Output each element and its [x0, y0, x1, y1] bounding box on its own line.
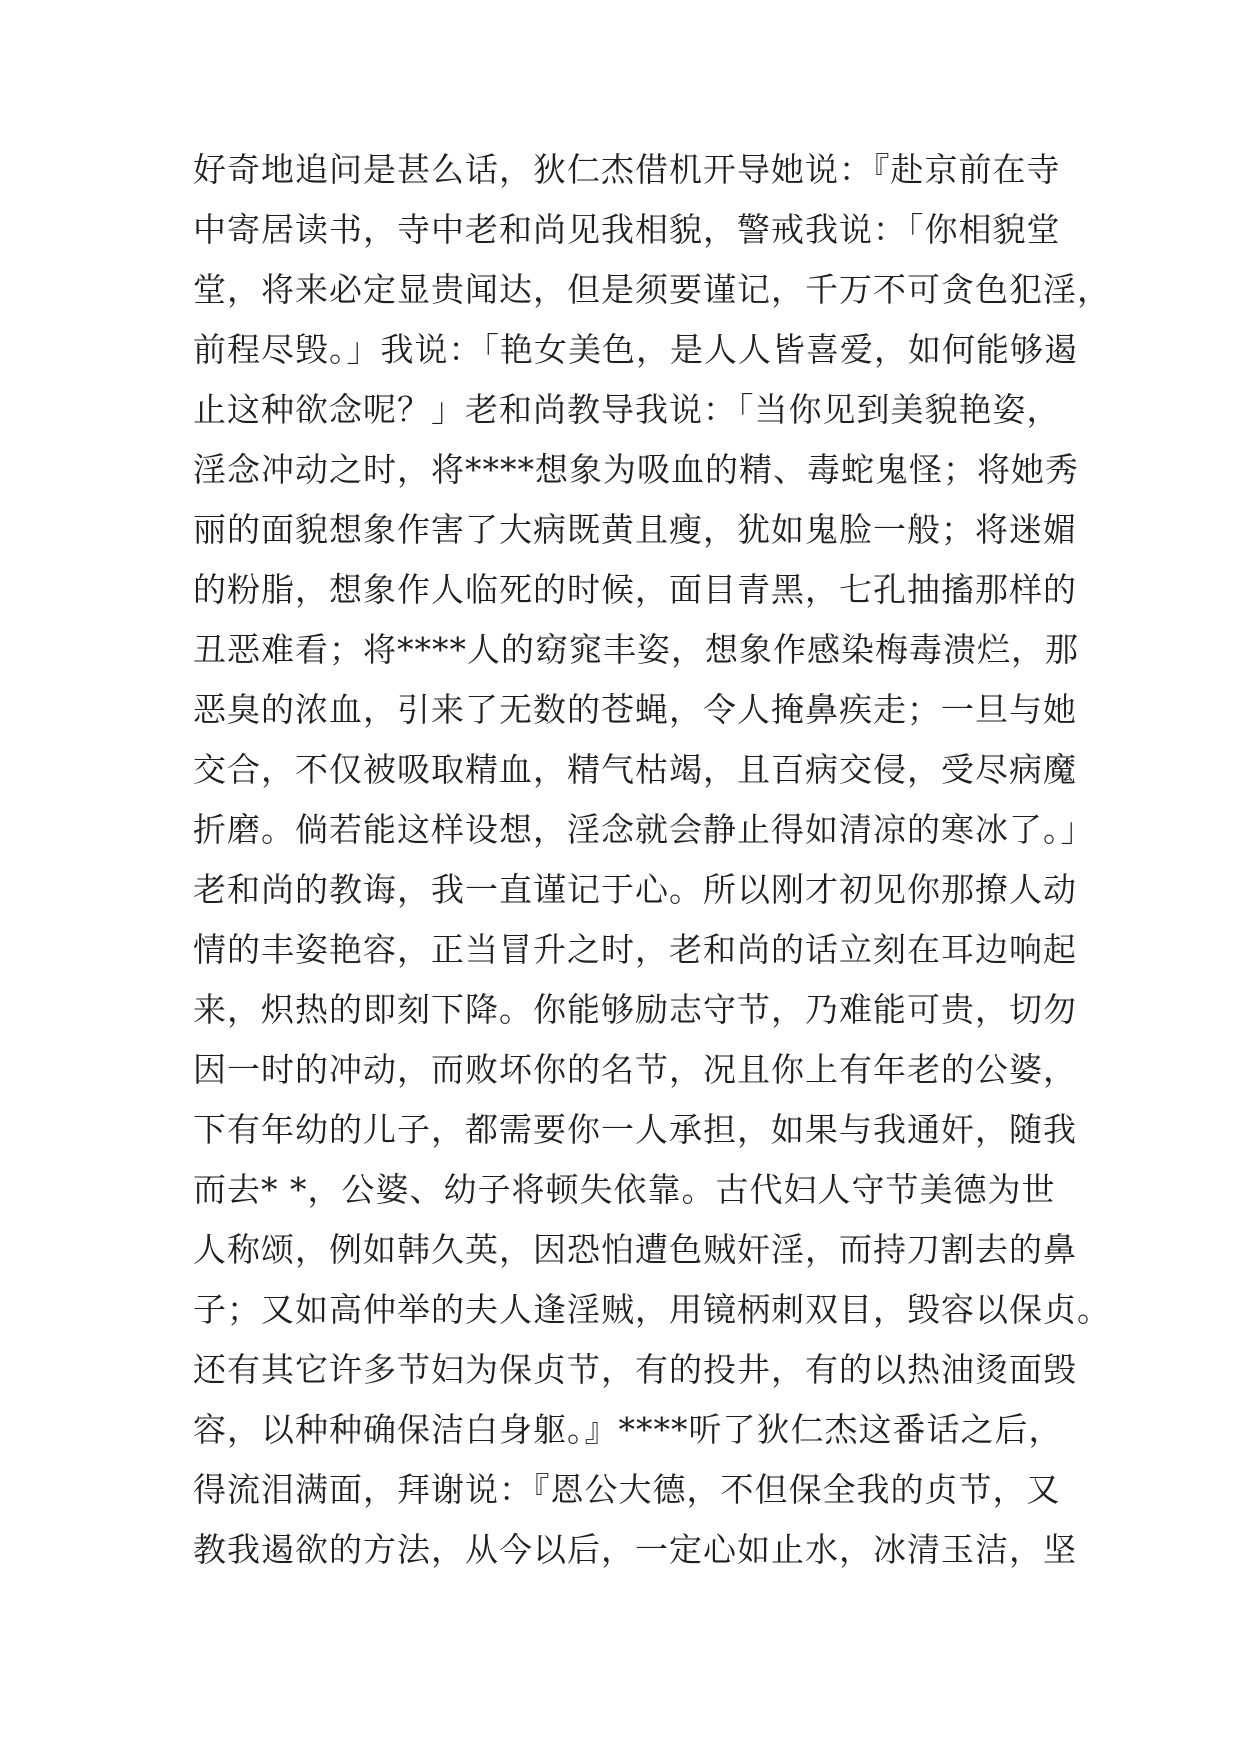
- text-line: 的粉脂，想象作人临死的时候，面目青黑，七孔抽搐那样的: [193, 570, 1077, 609]
- text-line: 人称颂，例如韩久英，因恐怕遭色贼奸淫，而持刀割去的鼻: [193, 1230, 1077, 1269]
- text-line: 淫念冲动之时，将****想象为吸血的精、毒蛇鬼怪；将她秀: [193, 450, 1079, 489]
- body-text: [193, 140, 1111, 1580]
- text-line: 来，炽热的即刻下降。你能够励志守节，乃难能可贵，切勿: [193, 990, 1077, 1029]
- text-line: 子；又如高仲举的夫人逢淫贼，用镜柄刺双目，毁容以保贞。: [193, 1290, 1111, 1329]
- text-line: 老和尚的教诲，我一直谨记于心。所以刚才初见你那撩人动: [193, 870, 1077, 909]
- text-line: 容，以种种确保洁白身躯。』****听了狄仁杰这番话之后，: [193, 1410, 1063, 1449]
- text-line: 前程尽毁。」我说：「艳女美色，是人人皆喜爱，如何能够遏: [193, 330, 1078, 369]
- text-line: 下有年幼的儿子，都需要你一人承担，如果与我通奸，随我: [193, 1110, 1077, 1149]
- text-line: 情的丰姿艳容，正当冒升之时，老和尚的话立刻在耳边响起: [193, 930, 1077, 969]
- text-line: 堂，将来必定显贵闻达，但是须要谨记，千万不可贪色犯淫，: [193, 270, 1111, 309]
- text-line: 得流泪满面，拜谢说：『恩公大德，不但保全我的贞节，又: [193, 1470, 1061, 1509]
- text-line: 因一时的冲动，而败坏你的名节，况且你上有年老的公婆，: [193, 1050, 1077, 1089]
- text-line: 交合，不仅被吸取精血，精气枯竭，且百病交侵，受尽病魔: [193, 750, 1077, 789]
- text-line: 中寄居读书，寺中老和尚见我相貌，警戒我说：「你相貌堂: [193, 210, 1061, 249]
- text-line: 丽的面貌想象作害了大病既黄且瘦，犹如鬼脸一般；将迷媚: [193, 510, 1077, 549]
- text-line: 丑恶难看；将****人的窈窕丰姿，想象作感染梅毒溃烂，那: [193, 630, 1079, 669]
- text-line: 恶臭的浓血，引来了无数的苍蝇，令人掩鼻疾走；一旦与她: [193, 690, 1077, 729]
- text-line: 止这种欲念呢？」老和尚教导我说：「当你见到美貌艳姿，: [193, 390, 1061, 429]
- text-line: 还有其它许多节妇为保贞节，有的投井，有的以热油烫面毁: [193, 1350, 1077, 1389]
- text-line: 折磨。倘若能这样设想，淫念就会静止得如清凉的寒冰了。」: [193, 810, 1095, 849]
- text-line: 而去* *，公婆、幼子将顿失依靠。古代妇人守节美德为世: [193, 1170, 1056, 1209]
- text-line: 好奇地追问是甚么话，狄仁杰借机开导她说：『赴京前在寺: [193, 150, 1061, 189]
- text-line: 教我遏欲的方法，从今以后，一定心如止水，冰清玉洁，坚: [193, 1530, 1077, 1569]
